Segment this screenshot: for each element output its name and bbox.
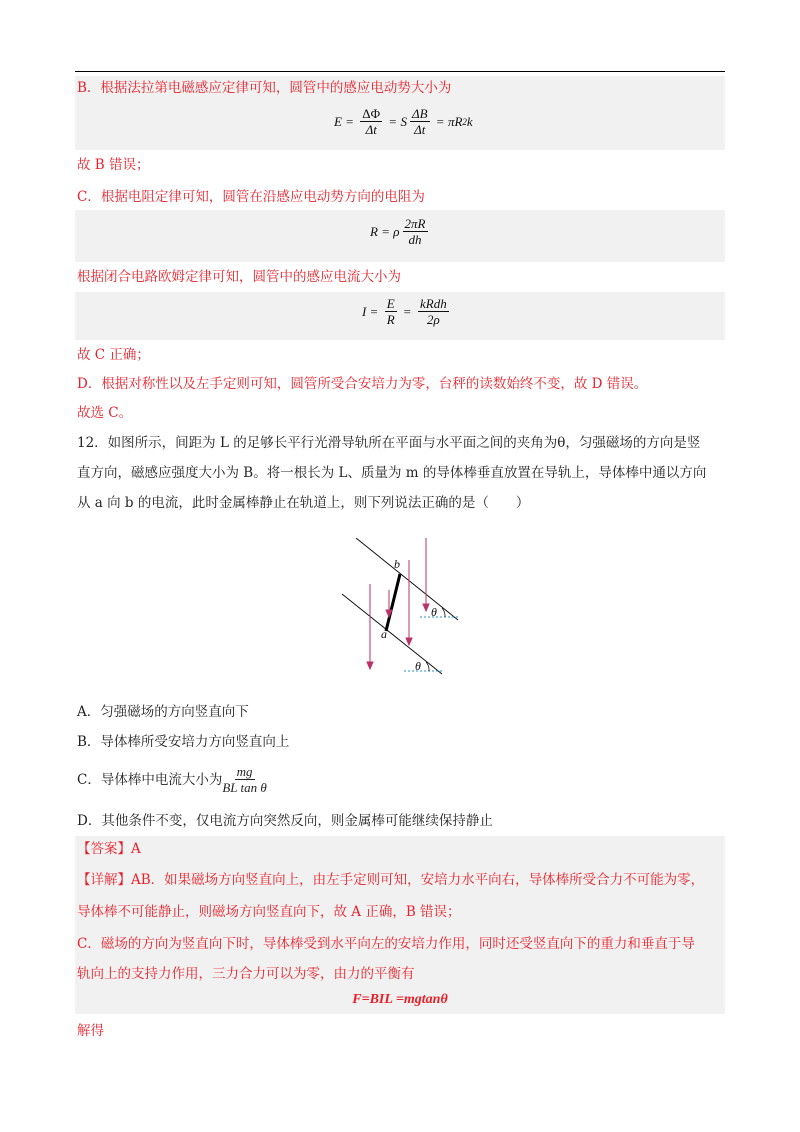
solution-b-wrong: 故 B 错误； [77, 157, 150, 173]
detail-line-3: C．磁场的方向为竖直向下时，导体棒受到水平向左的安培力作用，同时还受竖直向下的重力和垂直于导 [77, 936, 695, 952]
option-a: A．匀强磁场的方向竖直向下 [77, 704, 249, 720]
solution-c-text: C．根据电阻定律可知，圆管在沿感应电动势方向的电阻为 [77, 189, 425, 205]
solution-choose: 故选 C。 [77, 405, 133, 421]
option-c-text: C．导体棒中电流大小为 [77, 771, 223, 788]
upper-rail [356, 538, 458, 620]
solution-c-text2: 根据闭合电路欧姆定律可知，圆管中的感应电流大小为 [77, 269, 401, 285]
label-b: b [394, 557, 400, 571]
solution-d-text: D．根据对称性以及左手定则可知，圆管所受合安培力为零，台秤的读数始终不变，故 D 错误。 [77, 376, 648, 392]
option-c-fraction: $\frac{mg}{\text{BL tan θ}}$ [222, 764, 267, 795]
solution-c-formula: R = ρ $\frac{2\pi R}{dh}$ [370, 216, 426, 247]
option-d: D．其他条件不变，仅电流方向突然反向，则金属棒可能继续保持静止 [77, 813, 493, 829]
force-balance-formula: F=BIL =mgtanθ [352, 992, 448, 1007]
label-theta-lower: θ [415, 659, 421, 673]
detail-line-4: 轨向上的支持力作用，三力合力可以为零，由力的平衡有 [77, 966, 415, 982]
question-line-3: 从 a 向 b 的电流，此时金属棒静止在轨道上，则下列说法正确的是（ ） [77, 495, 530, 511]
option-b: B．导体棒所受安培力方向竖直向上 [77, 734, 290, 750]
answer-line: 【答案】A [77, 841, 141, 857]
conductor-rod [386, 574, 400, 631]
label-theta-upper: θ [431, 605, 437, 619]
question-line-1: 12．如图所示，间距为 L 的足够长平行光滑导轨所在平面与水平面之间的夹角为θ，匀强磁场的方向是竖 [77, 435, 701, 451]
answer-block [75, 836, 725, 1014]
question-line-2: 直方向，磁感应强度大小为 B。将一根长为 L、质量为 m 的导体棒垂直放置在导轨上，导体棒中通以方向 [77, 465, 707, 481]
option-c [77, 764, 267, 795]
jiede-text: 解得 [77, 1023, 104, 1039]
solution-c-right: 故 C 正确； [77, 347, 150, 363]
detail-line-1: 【详解】AB．如果磁场方向竖直向上，由左手定则可知，安培力水平向右，导体棒所受合力不可能为零， [77, 872, 705, 888]
incline-rail-diagram [338, 538, 468, 678]
label-a: a [381, 627, 387, 641]
solution-b-text: B．根据法拉第电磁感应定律可知，圆管中的感应电动势大小为 [77, 80, 452, 96]
solution-b-formula: E = $\frac{\Delta\Phi}{\Delta t}$ = S $\frac{\Delta B}{\Delta t}$ = πR 2 k [334, 106, 473, 137]
header-rule [75, 71, 725, 72]
solution-c-formula2: I = $\frac{E}{R}$ = $\frac{\text{kRdh}}{2\rho}$ [362, 296, 447, 327]
detail-line-2: 导体棒不可能静止，则磁场方向竖直向下，故 A 正确，B 错误； [77, 904, 461, 920]
